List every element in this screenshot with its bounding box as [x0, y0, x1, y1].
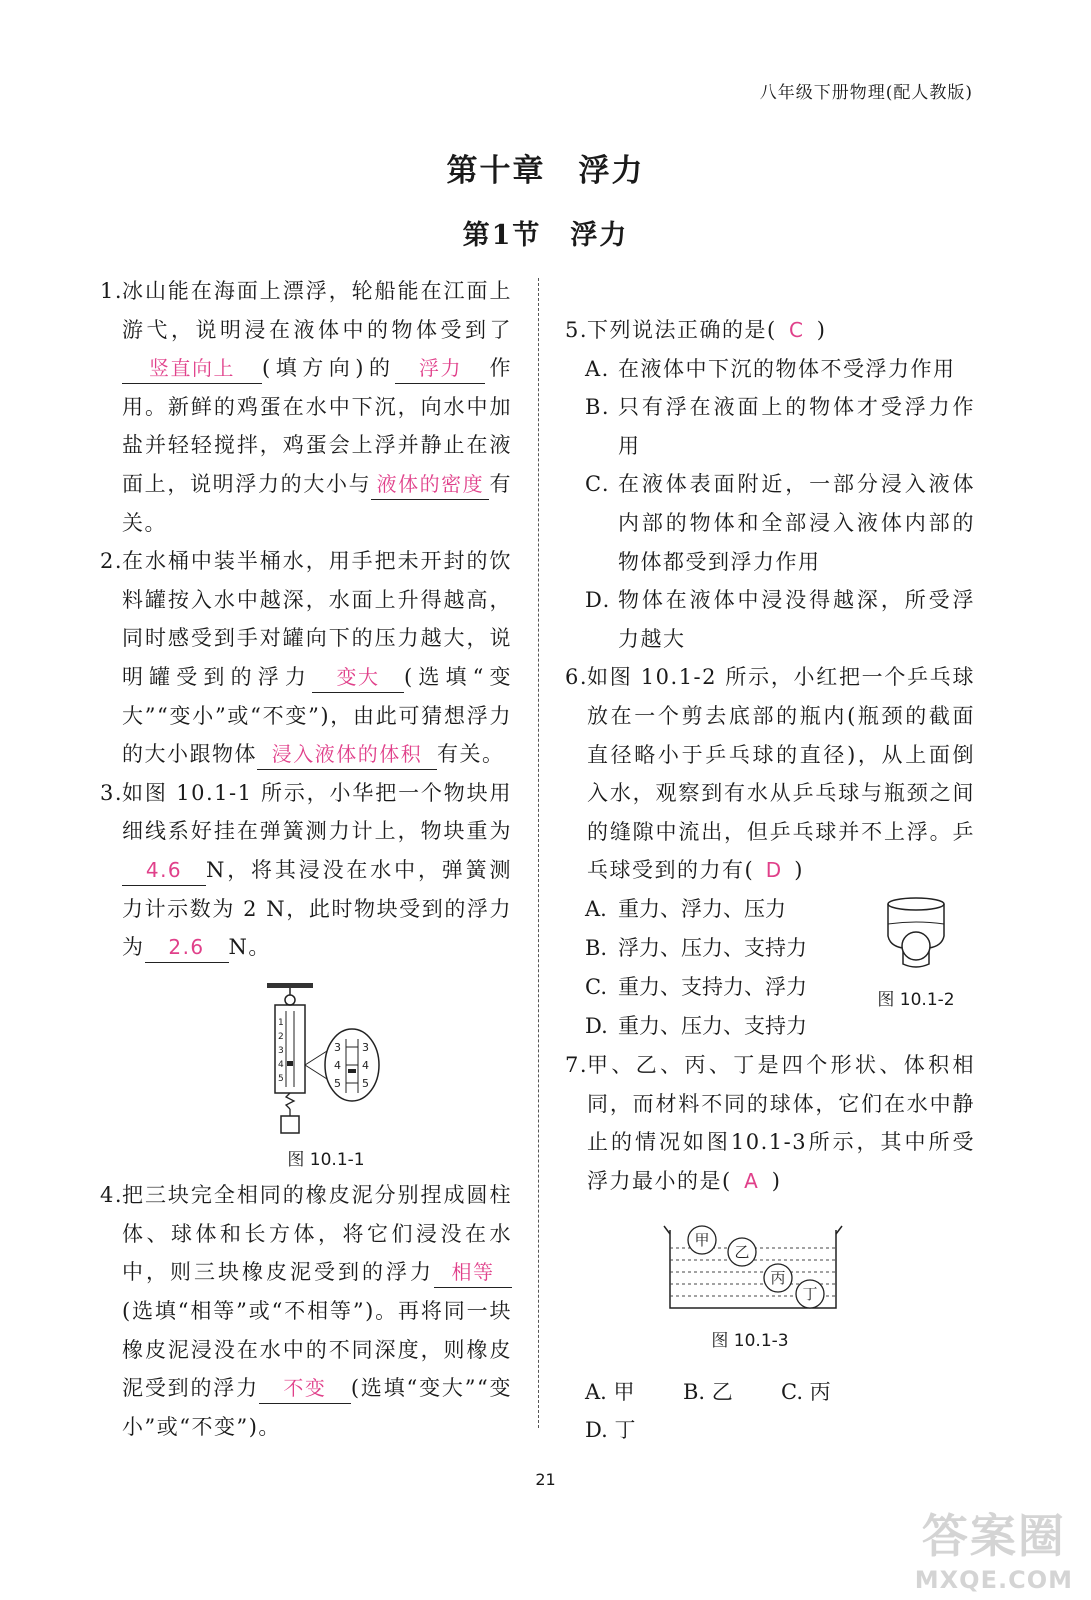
option-a: A. 重力、浮力、压力 — [585, 896, 786, 921]
spring-scale-figure — [261, 981, 391, 1136]
answer-choice: A — [744, 1168, 760, 1193]
question-number: 2. — [100, 549, 124, 574]
question-number: 5. — [565, 318, 589, 342]
ball-label: 乙 — [734, 1243, 750, 1262]
scale-tick-label: 3 — [278, 1045, 284, 1056]
ball-label: 丙 — [770, 1269, 786, 1288]
zoom-label: 3 — [362, 1040, 369, 1054]
option-b: B. 只有浮在液面上的物体才受浮力作用 — [585, 395, 975, 458]
watermark-url: MXQE.COM — [914, 1566, 1073, 1594]
scale-tick-label: 4 — [278, 1059, 284, 1070]
figure-caption: 图 10.1-1 — [287, 1150, 365, 1171]
book-header: 八年级下册物理(配人教版) — [759, 83, 973, 103]
question-number: 3. — [100, 780, 124, 805]
zoom-label: 5 — [362, 1076, 369, 1090]
column-divider — [538, 278, 539, 1428]
block — [281, 1116, 299, 1133]
question-number: 7. — [565, 1052, 589, 1077]
figure-10-1-1 — [100, 981, 512, 1173]
answer-blank: 浸入液体的体积 — [257, 739, 437, 770]
answer-blank: 相等 — [434, 1257, 512, 1288]
choice-a: A. 甲 — [585, 1379, 635, 1404]
question-number: 6. — [565, 665, 589, 690]
water-tank-figure — [650, 1224, 850, 1314]
answer-blank: 4.6 — [122, 855, 206, 886]
pointer — [287, 1061, 293, 1066]
watermark — [915, 1500, 1073, 1594]
option-b: B. 浮力、压力、支持力 — [585, 935, 807, 960]
option-c: C. 在液体表面附近，一部分浸入液体内部的物体和全部浸入液体内部的物体都受到浮力作用 — [585, 472, 975, 574]
section-title: 第1节 浮力 — [462, 220, 629, 251]
question-1: 1. 冰山能在海面上漂浮，轮船能在江面上游弋，说明浸在液体中的物体受到了竖直向上 (填方向)的 浮力 作用。新鲜的鸡蛋在水中下沉，向水中加盐并轻轻搅拌，鸡蛋会上浮并静止在液面上，说明浮力的大小与 液体的密度 有关。 — [100, 272, 512, 542]
left-column — [100, 272, 512, 1446]
option-a: A. 在液体中下沉的物体不受浮力作用 — [585, 356, 956, 381]
watermark-logo: 答案圈 — [921, 1509, 1066, 1563]
answer-choice: C — [788, 318, 805, 342]
question-6: 6. 如图 10.1-2 所示，小红把一个乒乓球放在一个剪去底部的瓶内(瓶颈的截面直径略小于乒乓球的直径)，从上面倒入水，观察到有水从乒乓球与瓶颈之间的缝隙中流出，但乒乓球并不上浮。乒乓球受到的力有( D ) — [565, 658, 975, 890]
figure-caption: 图 10.1-3 — [711, 1330, 789, 1351]
zoom-label: 4 — [362, 1058, 369, 1072]
question-2: 2. 在水桶中装半桶水，用手把未开封的饮料罐按入水中越深，水面上升得越高，同时感受到手对罐向下的压力越大，说明罐受到的浮力 变大 (选填“变大”“变小”或“不变”)，由此可猜想浮力的大小跟物体 浸入液体的体积 有关。 — [100, 542, 512, 774]
figure-caption: 图 10.1-2 — [877, 989, 955, 1010]
scale-ring — [285, 995, 295, 1005]
question-number: 4. — [100, 1183, 124, 1208]
question-3: 3. 如图 10.1-1 所示，小华把一个物块用细线系好挂在弹簧测力计上，物块重为4.6 N，将其浸没在水中，弹簧测力计示数为 2 N，此时物块受到的浮力为 2.6 N。 — [100, 774, 512, 967]
zoom-label: 3 — [334, 1040, 341, 1054]
question-5: 5. 下列说法正确的是( C ) — [565, 311, 975, 350]
answer-blank: 不变 — [259, 1373, 351, 1404]
choice-c: C. 丙 — [781, 1379, 831, 1404]
option-c: C. 重力、支持力、浮力 — [585, 974, 807, 999]
zoom-label: 4 — [334, 1058, 341, 1072]
q7-choices — [565, 1373, 975, 1450]
right-column — [565, 311, 975, 1450]
scale-tick-label: 5 — [278, 1073, 284, 1084]
zoom-pointer — [348, 1069, 356, 1073]
answer-blank: 变大 — [312, 662, 404, 693]
choice-b: B. 乙 — [683, 1379, 733, 1404]
figure-10-1-3 — [565, 1224, 975, 1355]
question-7: 7. 甲、乙、丙、丁是四个形状、体积相同，而材料不同的球体，它们在水中静止的情况如图10.1-3所示，其中所受浮力最小的是( A ) — [565, 1046, 975, 1200]
ball-label: 丁 — [802, 1285, 818, 1304]
question-number: 1. — [100, 279, 124, 303]
chapter-title: 第十章 浮力 — [446, 153, 645, 189]
bottle-ball-figure — [881, 894, 951, 974]
option-d: D. 物体在液体中浸没得越深，所受浮力越大 — [585, 588, 975, 651]
ceiling-bar — [267, 983, 313, 988]
scale-tick-label: 1 — [278, 1017, 284, 1028]
option-d: D. 重力、压力、支持力 — [585, 1013, 807, 1038]
hook — [286, 1093, 294, 1109]
answer-blank: 浮力 — [395, 353, 485, 384]
answer-blank: 2.6 — [145, 932, 229, 963]
ball-label: 甲 — [694, 1231, 710, 1250]
q6-options-with-figure — [565, 890, 975, 1046]
question-4: 4. 把三块完全相同的橡皮泥分别捏成圆柱体、球体和长方体，将它们浸没在水中，则三块橡皮泥受到的浮力 相等(选填“相等”或“不相等”)。再将同一块橡皮泥浸没在水中的不同深度，则橡皮泥受到的浮力 不变 (选填“变大”“变小”或“不变”)。 — [100, 1176, 512, 1446]
page-number: 21 — [535, 1470, 556, 1489]
answer-blank: 液体的密度 — [371, 469, 489, 500]
answer-blank: 竖直向上 — [122, 353, 262, 384]
ping-pong-ball — [902, 932, 930, 960]
bottle-rim — [888, 898, 944, 910]
scale-tick-label: 2 — [278, 1031, 284, 1042]
choice-d: D. 丁 — [585, 1418, 636, 1443]
answer-choice: D — [765, 858, 783, 883]
figure-10-1-2 — [861, 894, 971, 1013]
zoom-label: 5 — [334, 1076, 341, 1090]
